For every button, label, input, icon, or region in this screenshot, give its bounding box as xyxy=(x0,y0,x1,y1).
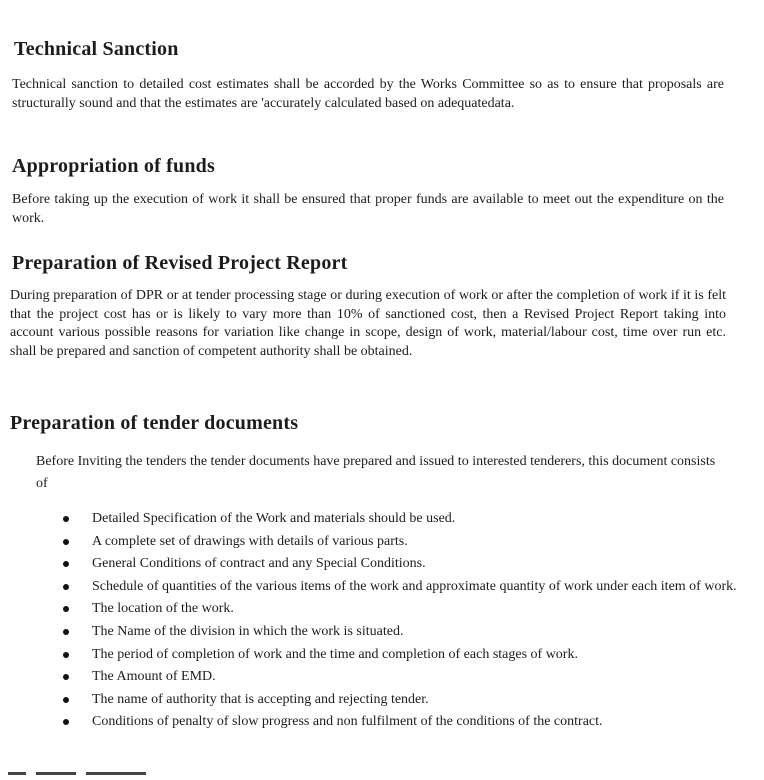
section-heading: Technical Sanction xyxy=(14,38,179,60)
bullet-icon xyxy=(63,674,69,680)
section-technical-sanction xyxy=(0,38,764,113)
list-item: The Amount of EMD. xyxy=(58,666,738,689)
list-item: The name of authority that is accepting and rejecting tender. xyxy=(58,689,738,712)
tender-document-contents-list xyxy=(58,508,738,734)
list-item: A complete set of drawings with details of various parts. xyxy=(58,531,738,554)
section-body: Technical sanction to detailed cost estimates shall be accorded by the Works Committee so as to ensure that proposals are structurally sound and that the estimates are 'accurately calculated based on adequatedata. xyxy=(12,77,724,111)
bullet-icon xyxy=(63,584,69,590)
section-heading: Preparation of Revised Project Report xyxy=(12,252,348,274)
list-item: Detailed Specification of the Work and materials should be used. xyxy=(58,508,738,531)
bullet-icon xyxy=(63,629,69,635)
section-heading: Preparation of tender documents xyxy=(10,412,299,434)
bullet-icon xyxy=(63,539,69,545)
section-revised-project-report xyxy=(0,252,764,361)
bullet-icon xyxy=(63,652,69,658)
section-body: During preparation of DPR or at tender processing stage or during execution of work or after the completion of work if it is felt that the project cost has or is likely to vary more than 10% of sanctioned cost, then a Revised Project Report taking into account various possible reasons for variation like change in scope, design of work, material/labour cost, time over run etc. shall be prepared and sanction of competent authority shall be obtained. xyxy=(10,288,726,359)
section-body: Before taking up the execution of work it shall be ensured that proper funds are available to meet out the expenditure on the work. xyxy=(12,192,724,226)
list-item: Schedule of quantities of the various items of the work and approximate quantity of work under each item of work. xyxy=(58,576,738,599)
list-item: Conditions of penalty of slow progress and non fulfilment of the conditions of the contract. xyxy=(58,711,738,734)
list-item: The period of completion of work and the time and completion of each stages of work. xyxy=(58,644,738,667)
bullet-icon xyxy=(63,719,69,725)
section-body: Before Inviting the tenders the tender documents have prepared and issued to interested tenderers, this document consists of xyxy=(36,454,716,491)
bullet-icon xyxy=(63,697,69,703)
section-tender-documents xyxy=(0,412,764,495)
list-item: General Conditions of contract and any Special Conditions. xyxy=(58,553,738,576)
bullet-icon xyxy=(63,606,69,612)
section-heading: Appropriation of funds xyxy=(12,155,215,177)
list-item: The Name of the division in which the work is situated. xyxy=(58,621,738,644)
bullet-icon xyxy=(63,516,69,522)
bullet-icon xyxy=(63,561,69,567)
list-item: The location of the work. xyxy=(58,598,738,621)
cut-off-text-fragment xyxy=(8,772,158,780)
section-appropriation-of-funds xyxy=(0,155,764,228)
